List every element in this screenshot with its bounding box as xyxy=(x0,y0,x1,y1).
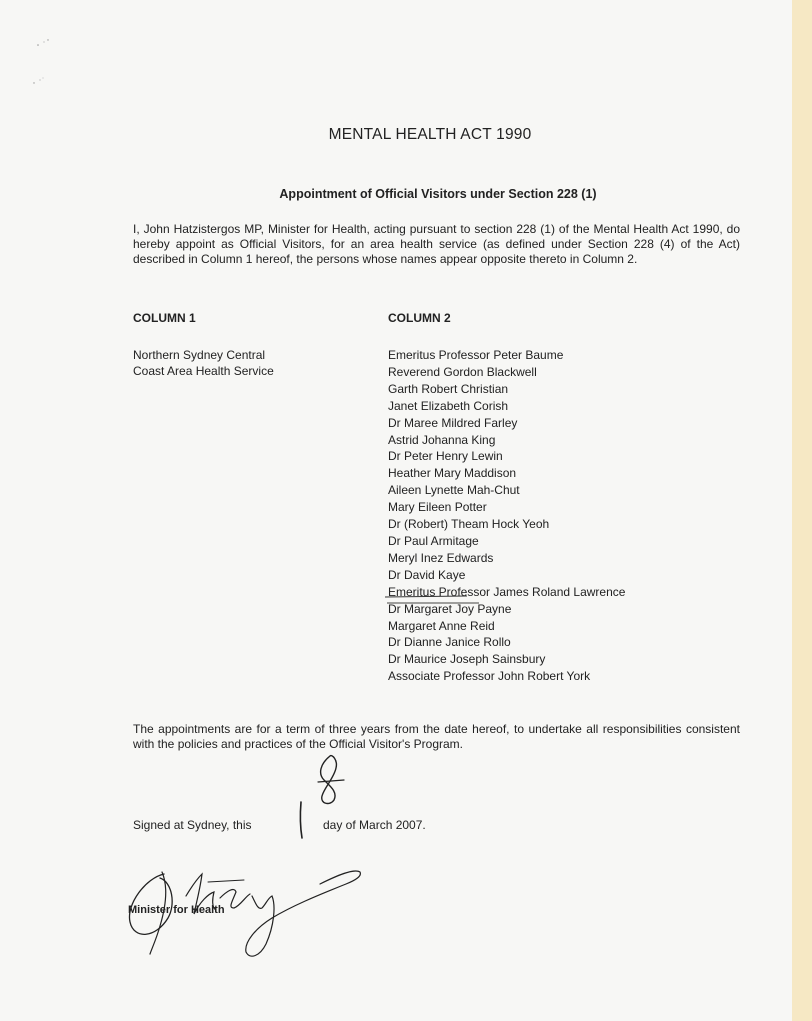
signatory-title: Minister for Health xyxy=(128,904,225,916)
document-title: MENTAL HEALTH ACT 1990 xyxy=(328,126,532,143)
column1-line: Northern Sydney Central xyxy=(133,348,266,362)
visitor-name: Meryl Inez Edwards xyxy=(388,550,494,565)
visitor-name: Dr Margaret Joy Payne xyxy=(388,601,512,616)
visitor-name: Aileen Lynette Mah-Chut xyxy=(388,483,520,498)
visitor-name: Dr Dianne Janice Rollo xyxy=(388,635,511,650)
column2-heading: COLUMN 2 xyxy=(388,311,451,325)
visitor-name: Astrid Johanna King xyxy=(388,432,496,447)
signed-line xyxy=(133,818,426,832)
visitor-name: Dr Maurice Joseph Sainsbury xyxy=(388,652,546,667)
visitor-name: Associate Professor John Robert York xyxy=(388,669,591,684)
visitor-name: Dr (Robert) Theam Hock Yeoh xyxy=(388,517,550,532)
visitor-name: Emeritus Professor Peter Baume xyxy=(388,348,564,362)
visitor-name: Heather Mary Maddison xyxy=(388,466,517,481)
handwritten-strike-mark xyxy=(383,593,483,605)
visitor-name: Dr Peter Henry Lewin xyxy=(388,449,503,464)
visitor-name: Dr David Kaye xyxy=(388,567,466,582)
column1-heading: COLUMN 1 xyxy=(133,311,196,325)
intro-paragraph: I, John Hatzistergos MP, Minister for Health, acting pursuant to section 228 (1) of the Mental Health Act 1990, do hereby appoint as Official Visitors, for an area health service (as defined under Section 228 (4) of the Act) described in Column 1 hereof, the persons whose names appear opposite thereto in Column 2. xyxy=(133,222,740,266)
visitor-name: Dr Maree Mildred Farley xyxy=(388,415,518,430)
document-subtitle: Appointment of Official Visitors under Section 228 (1) xyxy=(279,187,597,201)
visitor-name: Margaret Anne Reid xyxy=(388,618,495,633)
signed-suffix: day of March 2007. xyxy=(323,818,426,832)
visitor-name: Reverend Gordon Blackwell xyxy=(388,364,537,379)
visitor-name: Emeritus Professor James Roland Lawrence xyxy=(388,584,626,599)
visitor-name: Mary Eileen Potter xyxy=(388,500,487,515)
handwritten-stroke xyxy=(296,800,306,840)
term-paragraph: The appointments are for a term of three years from the date hereof, to undertake all responsibilities consistent with the policies and practices of the Official Visitor's Program. xyxy=(133,722,740,751)
official-visitors-list xyxy=(388,347,718,685)
visitor-name: Garth Robert Christian xyxy=(388,381,509,396)
handwritten-day-mark xyxy=(308,752,348,810)
column1-area xyxy=(133,347,333,380)
signed-prefix: Signed at Sydney, this xyxy=(133,818,252,832)
visitor-name: Dr Paul Armitage xyxy=(388,533,479,548)
column1-line: Coast Area Health Service xyxy=(133,364,274,379)
side-strip xyxy=(792,0,812,1021)
scan-specks xyxy=(0,0,100,100)
visitor-name: Janet Elizabeth Corish xyxy=(388,398,509,413)
